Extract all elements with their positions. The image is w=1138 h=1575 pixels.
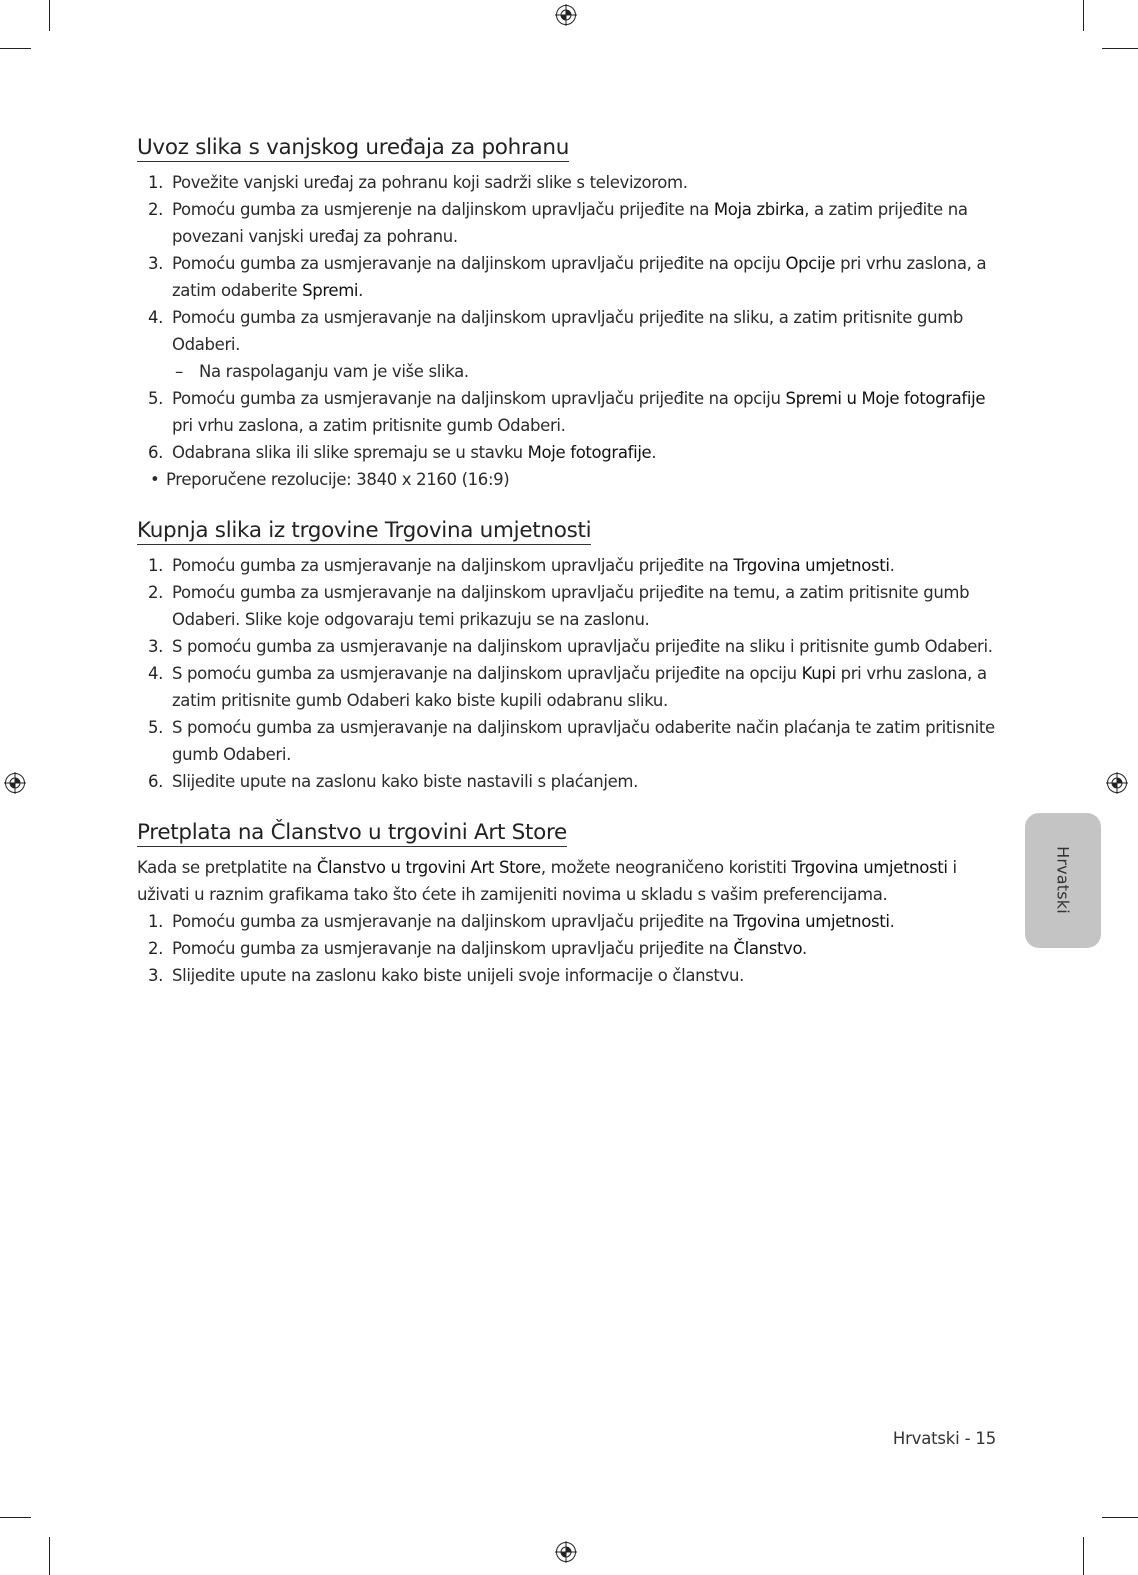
registration-mark-icon bbox=[555, 1541, 577, 1563]
list-item: 1. Povežite vanjski uređaj za pohranu koji sadrži slike s televizorom. bbox=[148, 173, 688, 192]
section-import-images bbox=[137, 134, 1003, 493]
registration-mark-icon bbox=[555, 4, 577, 26]
list-item: 4. S pomoću gumba za usmjeravanje na daljinskom upravljaču prijeđite na opciju Kupi pri vrhu zaslona, a zatim pritisnite gumb Odaberi kako biste kupili odabranu sliku. bbox=[148, 664, 987, 710]
page-content bbox=[137, 134, 1003, 1013]
steps-list bbox=[137, 169, 1003, 358]
list-item: 2. Pomoću gumba za usmjerenje na daljinskom upravljaču prijeđite na Moja zbirka, a zatim prijeđite na povezani vanjski uređaj za pohranu. bbox=[148, 200, 968, 246]
list-item: 6. Odabrana slika ili slike spremaju se u stavku Moje fotografije. bbox=[148, 443, 657, 462]
section-heading: Pretplata na Članstvo u trgovini Art Store bbox=[137, 820, 567, 845]
list-item: 1. Pomoću gumba za usmjeravanje na daljinskom upravljaču prijeđite na Trgovina umjetnosti. bbox=[148, 556, 895, 575]
list-item: 3. Pomoću gumba za usmjeravanje na daljinskom upravljaču prijeđite na opciju Opcije pri vrhu zaslona, a zatim odaberite Spremi. bbox=[148, 254, 987, 300]
menu-term: Trgovina umjetnosti bbox=[791, 858, 948, 877]
intro-paragraph: Kada se pretplatite na Članstvo u trgovini Art Store, možete neograničeno koristiti Trgovina umjetnosti i uživati u raznim grafikama tako što ćete ih zamijeniti novima u skladu s vašim preferencijama. bbox=[137, 858, 957, 904]
steps-list bbox=[137, 908, 1003, 989]
menu-term: Opcije bbox=[785, 254, 836, 273]
page-number: Hrvatski - 15 bbox=[892, 1429, 996, 1448]
crop-mark bbox=[49, 1537, 50, 1575]
crop-mark bbox=[1083, 0, 1084, 31]
section-heading: Uvoz slika s vanjskog uređaja za pohranu bbox=[137, 135, 570, 160]
list-item: 5. S pomoću gumba za usmjeravanje na daljinskom upravljaču odaberite način plaćanja te zatim pritisnite gumb Odaberi. bbox=[148, 718, 995, 764]
sub-note: – Na raspolaganju vam je više slika. bbox=[175, 362, 469, 381]
menu-term: Spremi bbox=[302, 281, 359, 300]
list-item: 5. Pomoću gumba za usmjeravanje na daljinskom upravljaču prijeđite na opciju Spremi u Moje fotografije pri vrhu zaslona, a zatim pritisnite gumb Odaberi. bbox=[148, 389, 986, 435]
crop-mark bbox=[1083, 1537, 1084, 1575]
menu-term: Trgovina umjetnosti bbox=[733, 556, 890, 575]
registration-mark-icon bbox=[4, 772, 26, 794]
bullet-note: • Preporučene rezolucije: 3840 x 2160 (16:9) bbox=[150, 470, 510, 489]
crop-mark bbox=[0, 48, 31, 49]
crop-mark bbox=[1102, 48, 1138, 49]
menu-term: Spremi u Moje fotografije bbox=[785, 389, 986, 408]
list-item: 2. Pomoću gumba za usmjeravanje na daljinskom upravljaču prijeđite na Članstvo. bbox=[148, 939, 807, 958]
list-item: 6. Slijedite upute na zaslonu kako biste nastavili s plaćanjem. bbox=[148, 772, 638, 791]
menu-term: Članstvo bbox=[733, 939, 802, 958]
registration-mark-icon bbox=[1106, 772, 1128, 794]
section-heading: Kupnja slika iz trgovine Trgovina umjetnosti bbox=[137, 518, 592, 543]
list-item: 1. Pomoću gumba za usmjeravanje na daljinskom upravljaču prijeđite na Trgovina umjetnosti. bbox=[148, 912, 895, 931]
list-item: 4. Pomoću gumba za usmjeravanje na daljinskom upravljaču prijeđite na sliku, a zatim pritisnite gumb Odaberi. bbox=[148, 308, 964, 354]
crop-mark bbox=[0, 1517, 31, 1518]
list-item: 2. Pomoću gumba za usmjeravanje na daljinskom upravljaču prijeđite na temu, a zatim pritisnite gumb Odaberi. Slike koje odgovaraju temi prikazuju se na zaslonu. bbox=[148, 583, 970, 629]
crop-mark bbox=[1102, 1517, 1138, 1518]
menu-term: Moje fotografije bbox=[527, 443, 652, 462]
steps-list bbox=[137, 385, 1003, 466]
list-item: 3. S pomoću gumba za usmjeravanje na daljinskom upravljaču prijeđite na sliku i pritisnite gumb Odaberi. bbox=[148, 637, 993, 656]
crop-mark bbox=[49, 0, 50, 31]
menu-term: Trgovina umjetnosti bbox=[733, 912, 890, 931]
side-tab-label: Hrvatski bbox=[1053, 846, 1073, 914]
list-item: 3. Slijedite upute na zaslonu kako biste unijeli svoje informacije o članstvu. bbox=[148, 966, 744, 985]
steps-list bbox=[137, 552, 1003, 795]
menu-term: Moja zbirka bbox=[713, 200, 805, 219]
section-membership bbox=[137, 819, 1003, 989]
language-side-tab bbox=[1025, 813, 1101, 948]
section-buy-images bbox=[137, 517, 1003, 795]
menu-term: Članstvo u trgovini Art Store bbox=[316, 858, 541, 877]
menu-term: Kupi bbox=[801, 664, 836, 683]
